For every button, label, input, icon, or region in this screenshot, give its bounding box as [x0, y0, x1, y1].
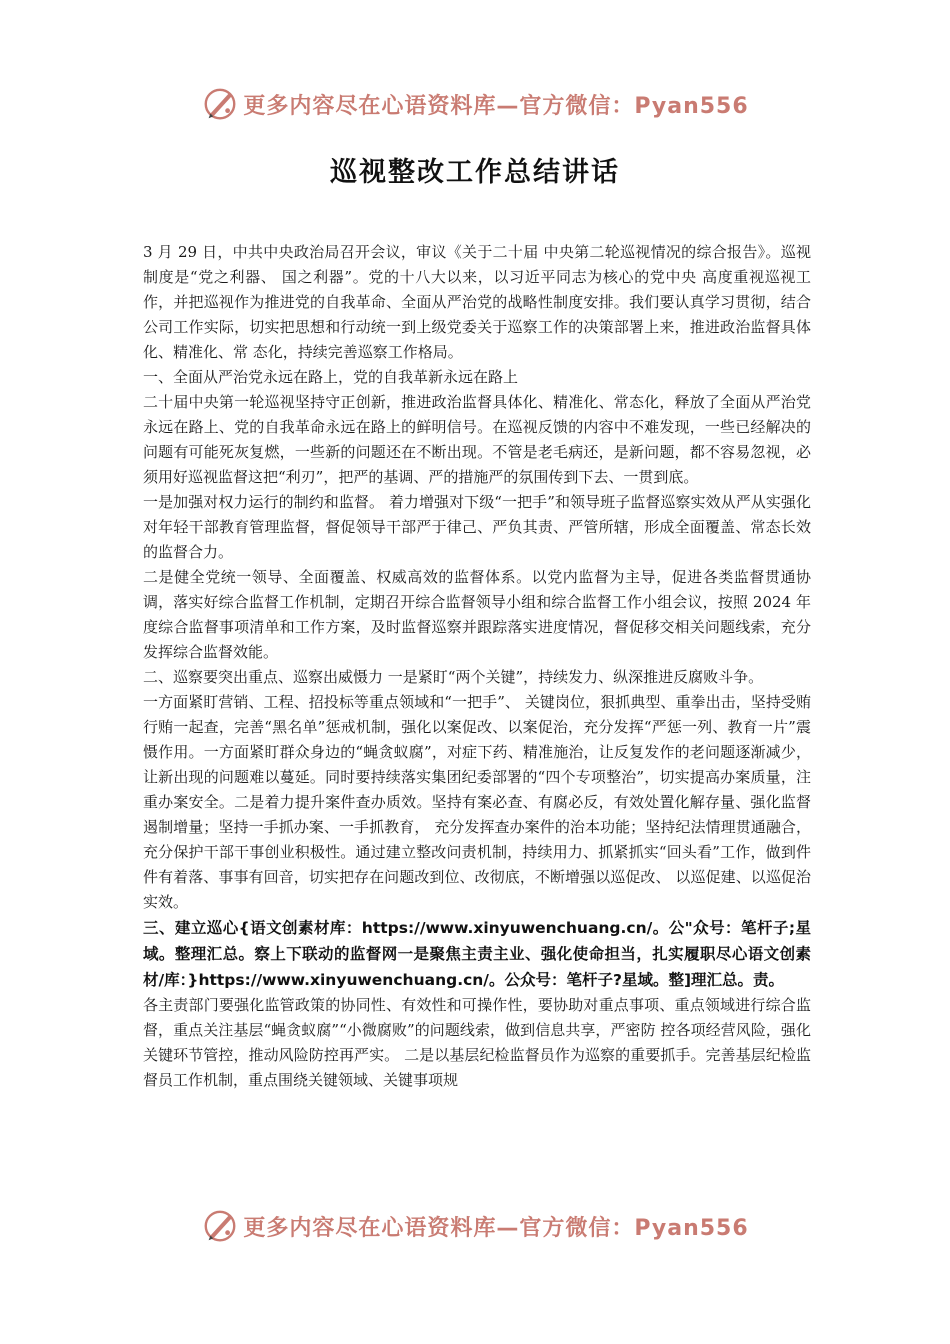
paragraph: 一是加强对权力运行的制约和监督。 着力增强对下级“一把手”和领导班子监督巡察实效从严从实强化对年轻干部教育管理监督，督促领导干部严于律己、严负其责、严管所辖，形成全面覆盖、常态长效的监督合力。 [143, 493, 811, 561]
pen-logo-icon [201, 1207, 239, 1245]
header-watermark-banner [0, 84, 950, 124]
paragraph: 各主责部门要强化监管政策的协同性、有效性和可操作性，要协助对重点事项、重点领域进行综合监督，重点关注基层“蝇贪蚁腐”“小微腐败”的问题线索，做到信息共享，严密防 控各项经营风险，强化关键环节管控，推动风险防控再严实。 二是以基层纪检监督员作为巡察的重要抓手。完善基层纪检监督员工作机制，重点围绕关键领域、关键事项规 [143, 996, 811, 1089]
section-heading-1: 一、全面从严治党永远在路上，党的自我革新永远在路上 [143, 368, 519, 386]
watermark-text: 更多内容尽在心语资料库—官方微信：Pyan556 [243, 1215, 749, 1241]
footer-watermark-banner [0, 1206, 950, 1246]
paragraph: 一方面紧盯营销、工程、招投标等重点领域和“一把手”、 关键岗位，狠抓典型、重拳出击，坚持受贿行贿一起查，完善“黑名单”惩戒机制，强化以案促改、以案促治，充分发挥“严惩一列、教育一片”震慑作用。一方面紧盯群众身边的“蝇贪蚁腐”，对症下药、精准施治，让反复发作的老问题逐渐减少，让新出现的问题难以蔓延。同时要持续落实集团纪委部署的“四个专项整治”，切实提高办案质量，注重办案安全。二是着力提升案件查办质效。坚持有案必查、有腐必反，有效处置化解存量、强化监督遏制增量；坚持一手抓办案、一手抓教育， 充分发挥查办案件的治本功能；坚持纪法情理贯通融合，充分保护干部干事创业积极性。通过建立整改问责机制，持续用力、抓紧抓实“回头看”工作，做到件件有着落、事事有回音，切实把存在问题改到位、改彻底，不断增强以巡促改、 以巡促建、以巡促治实效。 [143, 693, 811, 911]
watermark-text: 更多内容尽在心语资料库—官方微信：Pyan556 [243, 93, 749, 119]
paragraph: 二是健全党统一领导、全面覆盖、权威高效的监督体系。以党内监督为主导，促进各类监督贯通协调，落实好综合监督工作机制，定期召开综合监督领导小组和综合监督工作小组会议，按照 2024 年度综合监督事项清单和工作方案，及时监督巡察并跟踪落实进度情况，督促移交相关问题线索，充分发挥综合监督效能。 [143, 568, 811, 661]
section-heading-3: 三、建立巡心{语文创素材库：https://www.xinyuwenchuang.cn/。公"众号：笔杆子;星域。整理汇总。察上下联动的监督网一是聚焦主责主业、强化使命担当，扎实履职尽心语文创素材/库：}https://www.xinyuwenchuang.cn/。公众号：笔杆子?星域。整]理汇总。责。 [143, 919, 811, 989]
paragraph: 二十届中央第一轮巡视坚持守正创新，推进政治监督具体化、精准化、常态化，释放了全面从严治党永远在路上、党的自我革命永远在路上的鲜明信号。在巡视反馈的内容中不难发现，一些已经解决的问题有可能死灰复燃，一些新的问题还在不断出现。不管是老毛病还，是新问题，都不容易忽视，必须用好巡视监督这把“利刃”，把严的基调、严的措施严的氛围传到下去、一贯到底。 [143, 393, 811, 486]
section-heading-2: 二、巡察要突出重点、巡察出威慑力 一是紧盯“两个关键”，持续发力、纵深推进反腐败斗争。 [143, 668, 764, 686]
paragraph-intro: 3 月 29 日，中共中央政治局召开会议，审议《关于二十届 中央第二轮巡视情况的综合报告》。巡视制度是“党之利器、 国之利器”。党的十八大以来，以习近平同志为核心的党中央 高度重视巡视工作，并把巡视作为推进党的自我革命、全面从严治党的战略性制度安排。我们要认真学习贯彻，结合公司工作实际，切实把思想和行动统一到上级党委关于巡察工作的决策部署上来，推进政治监督具体化、精准化、常 态化，持续完善巡察工作格局。 [143, 243, 811, 361]
document-body [143, 240, 811, 1093]
pen-logo-icon [201, 85, 239, 123]
document-title: 巡视整改工作总结讲话 [330, 157, 620, 188]
